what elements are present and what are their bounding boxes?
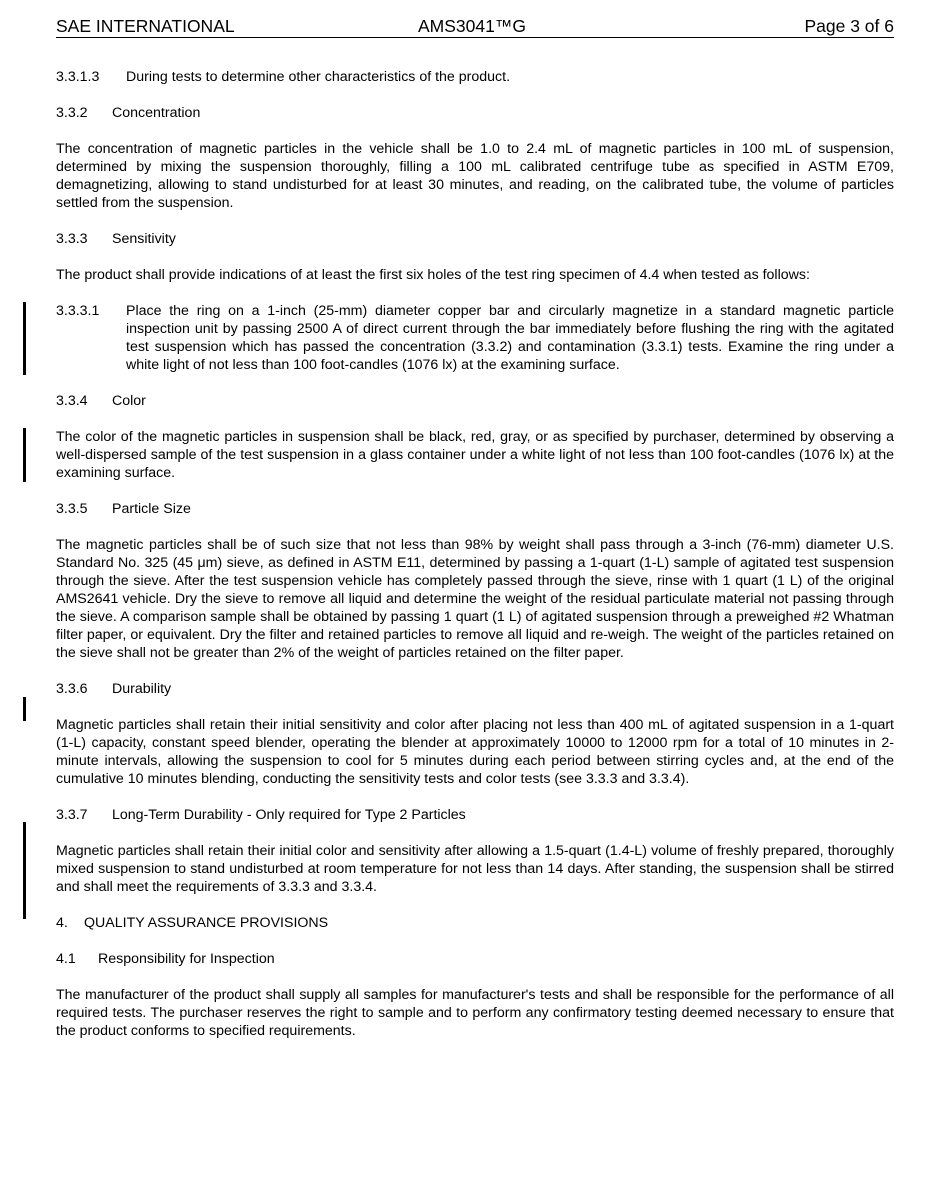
revision-bar (23, 822, 26, 919)
revision-bar (23, 428, 26, 482)
section-heading-4 (56, 914, 894, 932)
header-doc-id: AMS3041™G (418, 16, 526, 36)
section-heading-4-1 (56, 950, 894, 968)
section-number: 4.1 (56, 951, 76, 967)
section-title: Long-Term Durability - Only required for Type 2 Particles (112, 807, 466, 823)
section-number: 3.3.3 (56, 231, 88, 247)
page-header (56, 15, 894, 38)
section-number: 3.3.5 (56, 501, 88, 517)
section-number: 3.3.6 (56, 681, 88, 697)
section-body-3-3-5: The magnetic particles shall be of such size that not less than 98% by weight shall pass through a 3-inch (76-mm) diameter U.S. Standard No. 325 (45 μm) sieve, as defined in ASTM E11, determined by passing a 1-quart (1-L) sample of agitated test suspension through the sieve. After the test suspension vehicle has completely passed through the sieve, rinse with 1 quart (1 L) of the original AMS2641 vehicle. Dry the sieve to remove all liquid and determine the weight of the residual particulate material not passing through the sieve. A comparison sample shall be obtained by passing 1 quart (1 L) of agitated suspension through a preweighed #2 Whatman filter paper, or equivalent. Dry the filter and retained particles to remove all liquid and re-weigh. The weight of the particles retained on the sieve shall not be greater than 2% of the weight of particles retained on the filter paper. (56, 537, 894, 661)
section-title: Responsibility for Inspection (98, 951, 275, 967)
section-heading-3-3-7 (56, 806, 894, 824)
section-body-3-3-7: Magnetic particles shall retain their initial color and sensitivity after allowing a 1.5-quart (1.4-L) volume of freshly prepared, thoroughly mixed suspension to stand undisturbed at room temperature for not less than 14 days. After standing, the suspension shall be stirred and shall meet the requirements of 3.3.3 and 3.3.4. (56, 843, 894, 895)
header-page-number: Page 3 of 6 (804, 16, 894, 36)
header-org: SAE INTERNATIONAL (56, 16, 235, 36)
section-body-3-3-6: Magnetic particles shall retain their initial sensitivity and color after placing not less than 400 mL of agitated suspension in a 1-quart (1-L) capacity, constant speed blender, operating the blender at approximately 10000 to 12000 rpm for a total of 10 minutes in 2-minute intervals, allowing the suspension to cool for 5 minutes during each period between stirring cycles and, at the end of the cumulative 10 minutes blending, conducting the sensitivity tests and color tests (see 3.3.3 and 3.3.4). (56, 717, 894, 787)
section-title: Concentration (112, 105, 201, 121)
revision-bar (23, 302, 26, 375)
paragraph-text: During tests to determine other characteristics of the product. (126, 69, 511, 85)
section-number: 4. (56, 915, 68, 931)
paragraph-3-3-1-3 (56, 68, 894, 86)
section-number: 3.3.3.1 (56, 303, 100, 319)
paragraph-text: Place the ring on a 1-inch (25-mm) diameter copper bar and circularly magnetize in a standard magnetic particle inspection unit by passing 2500 A of direct current through the bar immediately before flushing the ring with the agitated test suspension which has passed the concentration (3.3.2) and contamination (3.3.1) tests. Examine the ring under a white light of not less than 100 foot-candles (1076 lx) at the examining surface. (126, 303, 894, 373)
section-heading-3-3-3 (56, 230, 894, 248)
document-body (56, 68, 894, 1058)
section-number: 3.3.1.3 (56, 69, 100, 85)
paragraph-3-3-3-1 (56, 302, 894, 374)
section-title: Durability (112, 681, 172, 697)
section-heading-3-3-5 (56, 500, 894, 518)
revision-bar (23, 697, 26, 721)
section-heading-3-3-2 (56, 104, 894, 122)
section-body-4-1: The manufacturer of the product shall supply all samples for manufacturer's tests and shall be responsible for the performance of all required tests. The purchaser reserves the right to sample and to perform any confirmatory testing deemed necessary to ensure that the product conforms to specified requirements. (56, 987, 894, 1039)
section-number: 3.3.7 (56, 807, 88, 823)
section-heading-3-3-4 (56, 392, 894, 410)
section-title: Color (112, 393, 146, 409)
section-heading-3-3-6 (56, 680, 894, 698)
section-body-3-3-4: The color of the magnetic particles in suspension shall be black, red, gray, or as specified by purchaser, determined by observing a well-dispersed sample of the test suspension in a glass container under a white light of not less than 100 foot-candles (1076 lx) at the examining surface. (56, 429, 894, 481)
section-body-3-3-2: The concentration of magnetic particles in the vehicle shall be 1.0 to 2.4 mL of magnetic particles in 100 mL of suspension, determined by mixing the suspension thoroughly, filling a 100 mL calibrated centrifuge tube as specified in ASTM E709, demagnetizing, allowing to stand undisturbed for at least 30 minutes, and reading, on the calibrated tube, the volume of particles settled from the suspension. (56, 141, 894, 211)
section-title: QUALITY ASSURANCE PROVISIONS (84, 915, 329, 931)
section-body-3-3-3: The product shall provide indications of at least the first six holes of the test ring specimen of 4.4 when tested as follows: (56, 267, 810, 283)
section-title: Sensitivity (112, 231, 176, 247)
section-title: Particle Size (112, 501, 191, 517)
section-number: 3.3.2 (56, 105, 88, 121)
section-number: 3.3.4 (56, 393, 88, 409)
